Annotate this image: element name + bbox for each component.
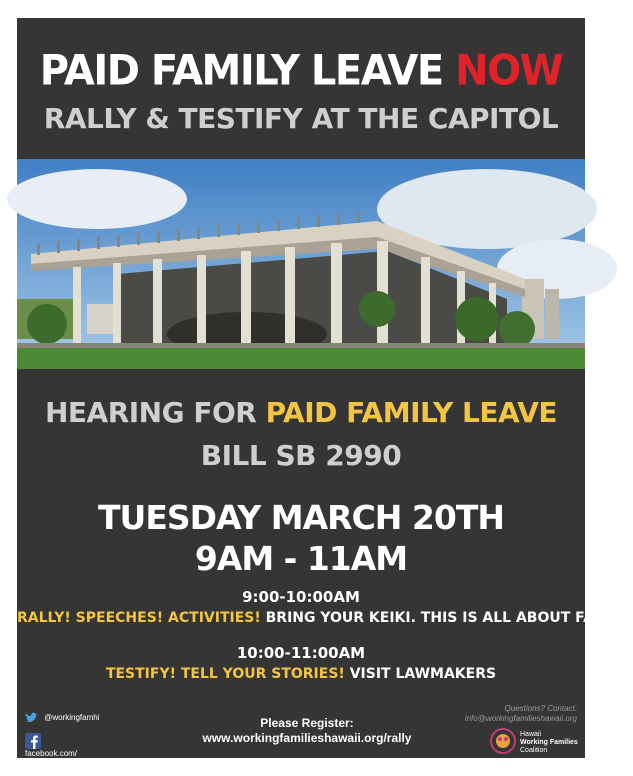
bill-number: BILL SB 2990 [200, 439, 402, 472]
hearing-prefix: HEARING FOR [44, 396, 257, 429]
twitter-handle[interactable] [25, 712, 99, 724]
coalition-line1: Hawaii [520, 731, 542, 738]
subheadline: RALLY & TESTIFY AT THE CAPITOL [43, 102, 559, 135]
schedule-text-2: VISIT LAWMAKERS [349, 666, 497, 682]
coalition-line2: Working Families [520, 739, 578, 746]
contact-label: Questions? Contact: [504, 704, 577, 713]
contact-block [465, 704, 577, 724]
headline [17, 47, 585, 95]
schedule-highlight-1: RALLY! SPEECHES! ACTIVITIES! [17, 610, 261, 626]
schedule-time-1: 9:00-10:00AM [242, 588, 360, 606]
contact-email[interactable]: info@workingfamilieshawaii.org [464, 714, 577, 723]
facebook-line1: facebook.com/ [25, 749, 78, 758]
twitter-text: @workingfamhi [44, 713, 100, 723]
coalition-text [520, 731, 578, 755]
capitol-photo [17, 159, 585, 369]
register-url[interactable]: www.workingfamilieshawaii.org/rally [202, 731, 412, 745]
schedule-line-2 [17, 666, 585, 682]
coalition-icon [490, 728, 516, 754]
register-block [177, 716, 437, 746]
register-label: Please Register: [260, 716, 354, 730]
headline-main: PAID FAMILY LEAVE [39, 46, 443, 96]
headline-now: NOW [455, 46, 563, 96]
coalition-logo [490, 728, 582, 758]
schedule-highlight-2: TESTIFY! TELL YOUR STORIES! [105, 666, 345, 682]
twitter-icon [25, 712, 39, 724]
schedule-text-1: BRING YOUR KEIKI. THIS IS ALL ABOUT FAMILY. [265, 610, 633, 626]
poster [17, 18, 633, 768]
hearing-line [17, 396, 585, 429]
coalition-line3: Coalition [520, 747, 548, 754]
schedule-time-2: 10:00-11:00AM [236, 644, 366, 662]
schedule-line-1 [17, 610, 633, 626]
facebook-line2: workingfamhi [25, 759, 73, 768]
facebook-icon [25, 733, 41, 749]
event-time: 9AM - 11AM [194, 539, 408, 578]
hearing-topic: PAID FAMILY LEAVE [265, 396, 558, 429]
facebook-link[interactable] [25, 733, 77, 769]
event-date: TUESDAY MARCH 20TH [98, 498, 504, 537]
